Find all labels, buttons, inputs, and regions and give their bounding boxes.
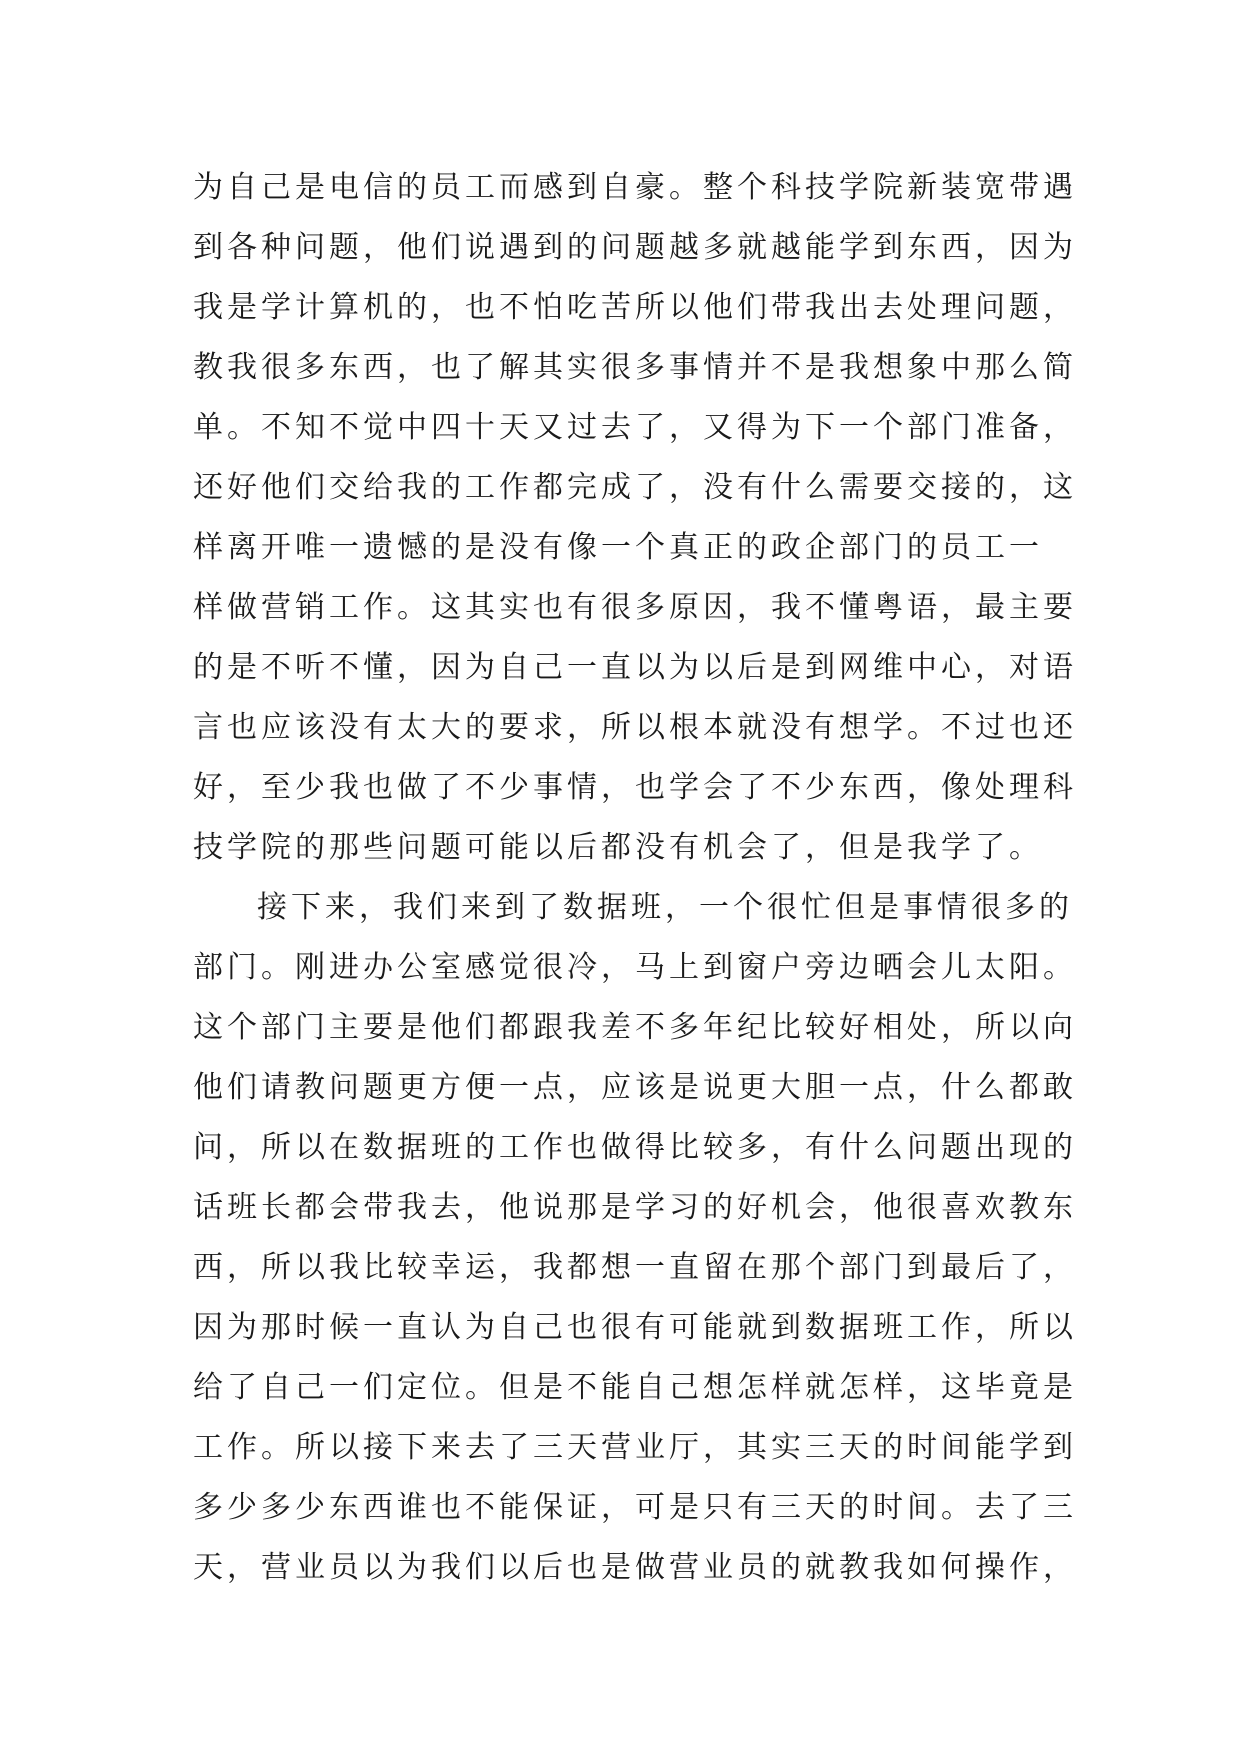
text-line: 样离开唯一遗憾的是没有像一个真正的政企部门的员工一 [193,530,1043,565]
text-line: 接下来，我们来到了数据班，一个很忙但是事情很多的 [257,890,1073,925]
text-line: 部门。刚进办公室感觉很冷，马上到窗户旁边晒会儿太阳。 [193,950,1077,985]
text-line: 给了自己一们定位。但是不能自己想怎样就怎样，这毕竟是 [193,1370,1077,1405]
text-line: 工作。所以接下来去了三天营业厅，其实三天的时间能学到 [193,1430,1077,1465]
text-line: 因为那时候一直认为自己也很有可能就到数据班工作，所以 [193,1310,1077,1345]
text-line: 教我很多东西，也了解其实很多事情并不是我想象中那么简 [193,350,1077,385]
text-line: 技学院的那些问题可能以后都没有机会了，但是我学了。 [193,830,1043,865]
text-line: 多少多少东西谁也不能保证，可是只有三天的时间。去了三 [193,1490,1077,1525]
text-line: 问，所以在数据班的工作也做得比较多，有什么问题出现的 [193,1130,1077,1165]
text-line: 话班长都会带我去，他说那是学习的好机会，他很喜欢教东 [193,1190,1077,1225]
text-line: 言也应该没有太大的要求，所以根本就没有想学。不过也还 [193,710,1077,745]
document-body [193,158,1077,1598]
text-line: 天，营业员以为我们以后也是做营业员的就教我如何操作， [193,1550,1077,1585]
text-line: 为自己是电信的员工而感到自豪。整个科技学院新装宽带遇 [193,170,1077,205]
text-line: 他们请教问题更方便一点，应该是说更大胆一点，什么都敢 [193,1070,1077,1105]
text-line: 我是学计算机的，也不怕吃苦所以他们带我出去处理问题， [193,290,1077,325]
text-line: 的是不听不懂，因为自己一直以为以后是到网维中心，对语 [193,650,1077,685]
paragraph-1 [193,158,1077,878]
text-line: 到各种问题，他们说遇到的问题越多就越能学到东西，因为 [193,230,1077,265]
paragraph-2 [193,878,1077,1598]
text-line: 还好他们交给我的工作都完成了，没有什么需要交接的，这 [193,470,1077,505]
text-line: 单。不知不觉中四十天又过去了，又得为下一个部门准备， [193,410,1077,445]
text-line: 西，所以我比较幸运，我都想一直留在那个部门到最后了， [193,1250,1077,1285]
text-line: 好，至少我也做了不少事情，也学会了不少东西，像处理科 [193,770,1077,805]
text-line: 这个部门主要是他们都跟我差不多年纪比较好相处，所以向 [193,1010,1077,1045]
text-line: 样做营销工作。这其实也有很多原因，我不懂粤语，最主要 [193,590,1077,625]
